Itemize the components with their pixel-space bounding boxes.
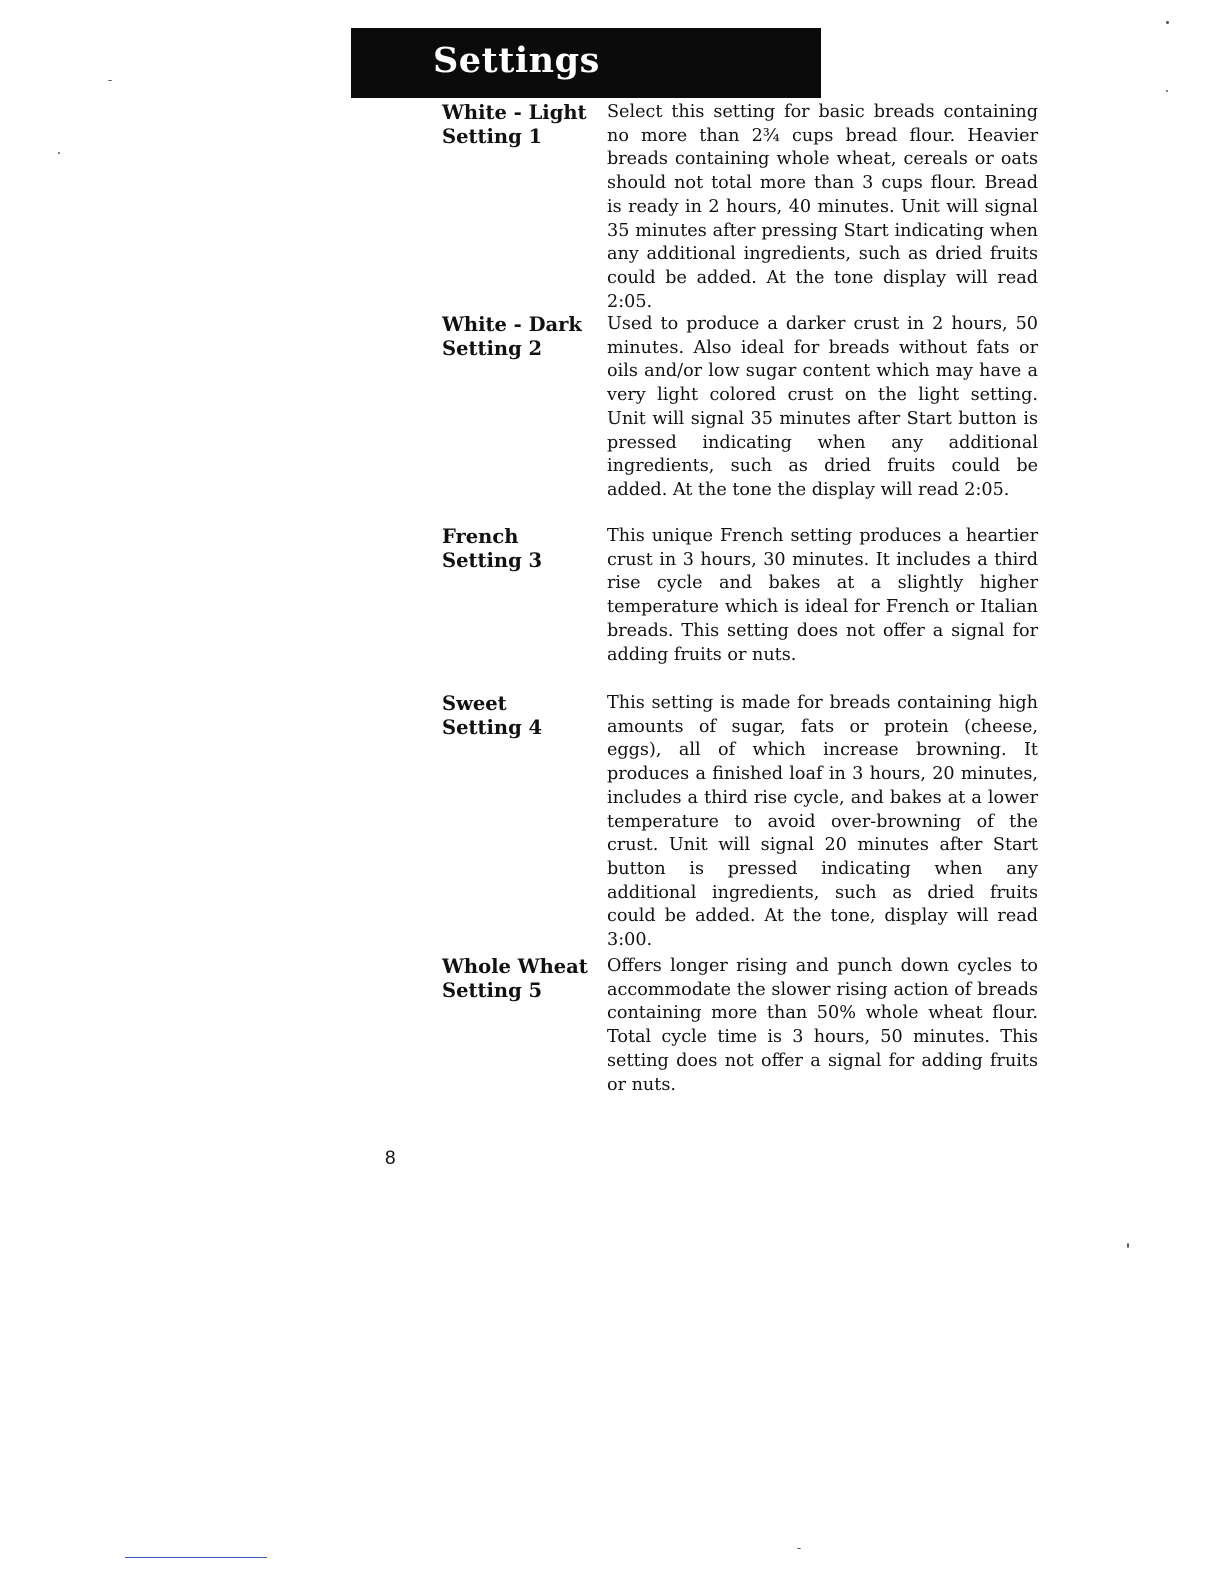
setting-name-line: Whole Wheat: [442, 955, 588, 978]
setting-number-line: Setting 5: [442, 979, 543, 1002]
setting-number-line: Setting 3: [442, 549, 543, 572]
setting-name: [442, 313, 602, 361]
scan-speck: [1127, 1243, 1129, 1248]
setting-name: [442, 955, 602, 1003]
setting-description: Select this setting for basic breads containing no more than 2¾ cups bread flour. Heavier breads containing whole wheat, cereals or oats should not total more than 3 cups flour. Bread is ready in 2 hours, 40 minutes. Unit will signal 35 minutes after pressing Start indicating when any additional ingredients, such as dried fruits could be added. At the tone display will read 2:05.: [607, 102, 1038, 312]
setting-description: This unique French setting produces a heartier crust in 3 hours, 30 minutes. It includes a third rise cycle and bakes at a slightly higher temperature which is ideal for French or Italian breads. This setting does not offer a signal for adding fruits or nuts.: [607, 526, 1038, 665]
scan-speck: [1166, 21, 1169, 24]
scan-speck: [1166, 90, 1168, 92]
setting-description: Used to produce a darker crust in 2 hours, 50 minutes. Also ideal for breads without fats or oils and/or low sugar content which may have a very light colored crust on the light setting. Unit will signal 35 minutes after Start button is pressed indicating when any additional ingredients, such as dried fruits could be added. At the tone the display will read 2:05.: [607, 314, 1038, 500]
page-number: 8: [385, 1148, 396, 1169]
setting-name: [442, 101, 602, 149]
setting-name-line: White - Dark: [442, 313, 582, 336]
page-title: Settings: [433, 40, 600, 81]
setting-number-line: Setting 1: [442, 125, 543, 148]
footer-rule: [125, 1557, 267, 1558]
setting-number-line: Setting 2: [442, 337, 543, 360]
setting-name-line: French: [442, 525, 519, 548]
section-title-bar: [351, 28, 821, 98]
setting-description: This setting is made for breads containing high amounts of sugar, fats or protein (cheese, eggs), all of which increase browning. It produces a finished loaf in 3 hours, 20 minutes, includes a third rise cycle, and bakes at a lower temperature to avoid over-browning of the crust. Unit will signal 20 minutes after Start button is pressed indicating when any additional ingredients, such as dried fruits could be added. At the tone, display will read 3:00.: [607, 693, 1038, 951]
setting-name-line: White - Light: [442, 101, 587, 124]
setting-number-line: Setting 4: [442, 716, 543, 739]
setting-name: [442, 692, 602, 740]
setting-description: Offers longer rising and punch down cycles to accommodate the slower rising action of breads containing more than 50% whole wheat flour. Total cycle time is 3 hours, 50 minutes. This setting does not offer a signal for adding fruits or nuts.: [607, 956, 1038, 1095]
scan-speck: [58, 152, 60, 154]
setting-name: [442, 525, 602, 573]
setting-name-line: Sweet: [442, 692, 507, 715]
scan-speck: [797, 1548, 801, 1549]
scan-speck: [108, 80, 112, 81]
